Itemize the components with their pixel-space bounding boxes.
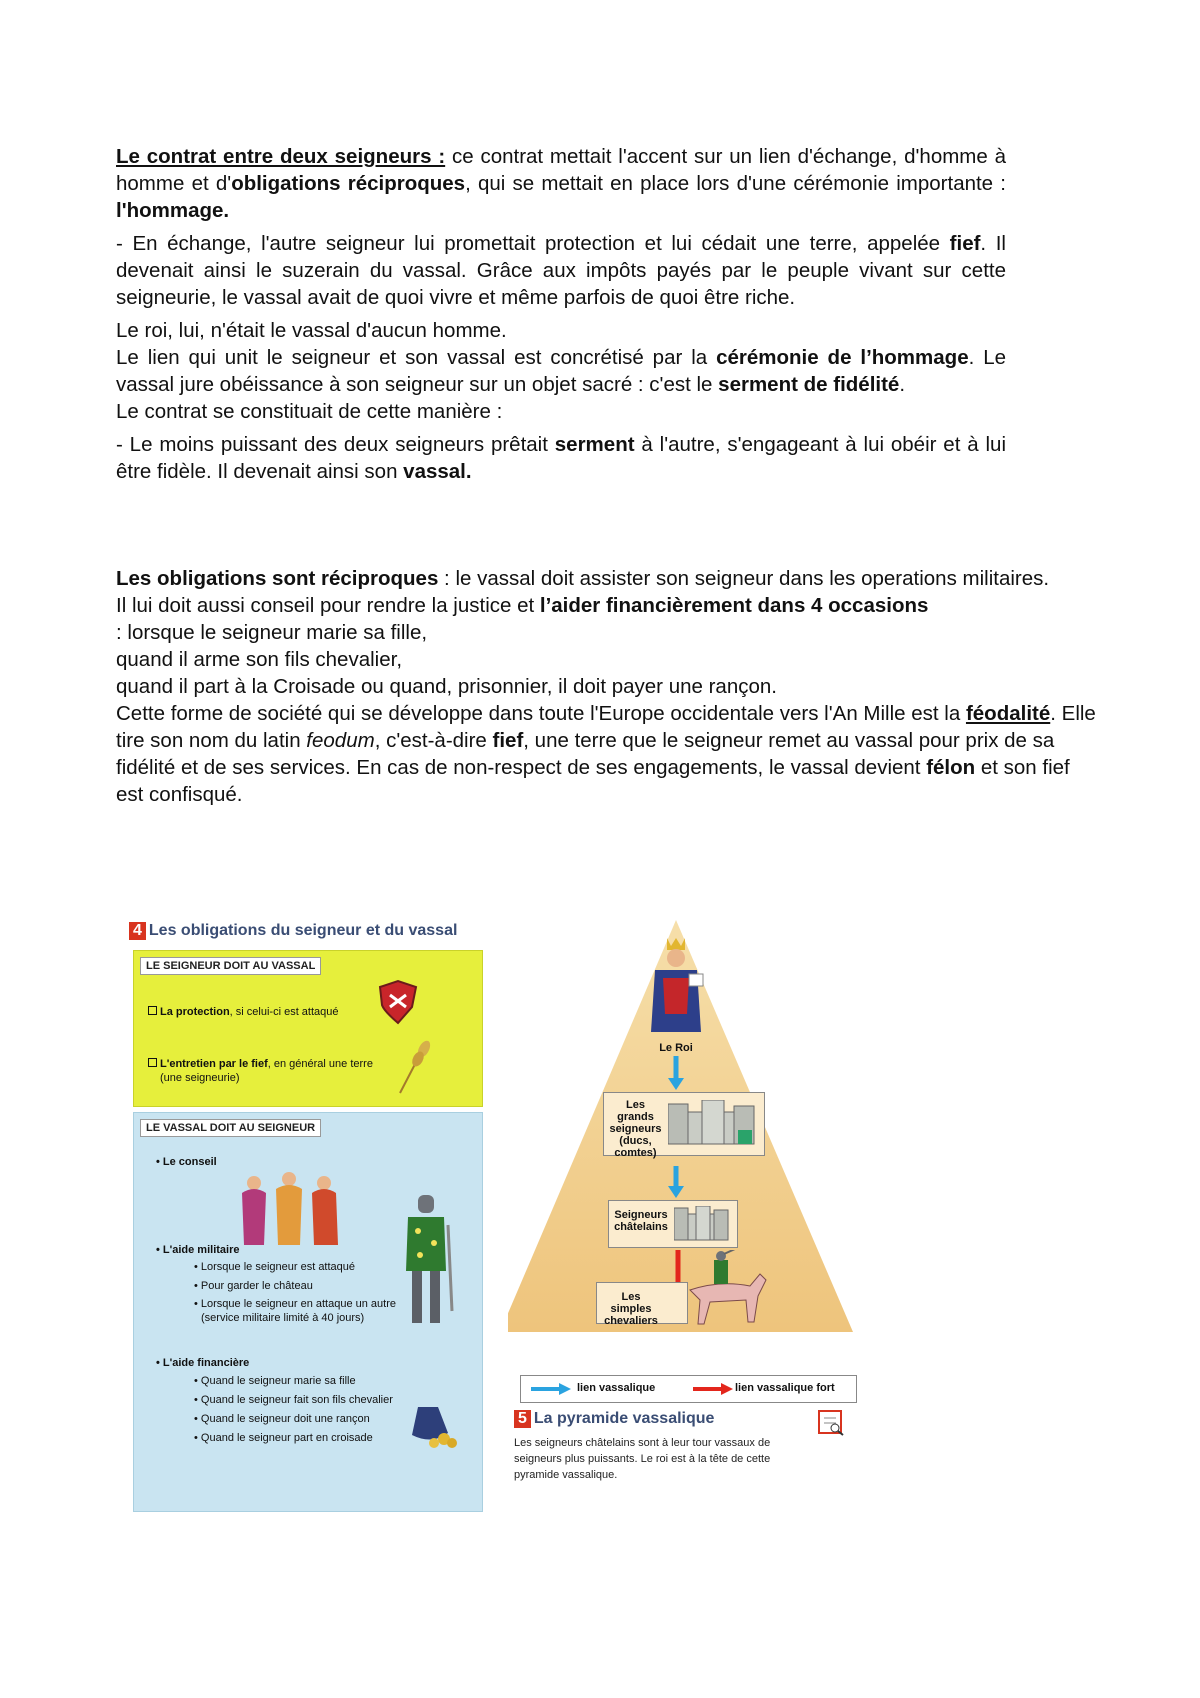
king-icon: [643, 934, 709, 1038]
figure-vassalite: [126, 920, 881, 1513]
paragraph-roi: Le roi, lui, n'était le vassal d'aucun homme.: [116, 319, 507, 342]
chatelains-box: Seigneurs châtelains: [608, 1200, 738, 1248]
paragraph-conseil: Il lui doit aussi conseil pour rendre la justice et l’aider financièrement dans 4 occasions: [116, 594, 929, 617]
small-castle-icon: [674, 1206, 730, 1242]
legend-lien: lien vassalique: [577, 1382, 656, 1394]
financiere-point-rancon: • Quand le seigneur doit une rançon: [194, 1413, 370, 1425]
vassal-doit-box: [133, 1112, 483, 1512]
chevaliers-box: Les simples chevaliers: [596, 1282, 688, 1324]
paragraph-marie-fille: : lorsque le seigneur marie sa fille,: [116, 621, 428, 644]
militaire-point-40-jours: (service militaire limité à 40 jours): [201, 1312, 365, 1324]
pyramid-title: 5 La pyramide vassalique: [514, 1410, 714, 1428]
legend-lien-fort: lien vassalique fort: [735, 1382, 835, 1394]
horse-rider-icon: [680, 1250, 770, 1330]
money-bag-icon: [404, 1393, 458, 1449]
paragraph-croisade: quand il part à la Croisade ou quand, prisonnier, il doit payer une rançon.: [116, 675, 777, 698]
militaire-point-attaque: • Lorsque le seigneur est attaqué: [194, 1261, 356, 1273]
wheat-icon: [394, 1037, 434, 1095]
document-icon: [818, 1410, 844, 1436]
paragraph-obligations: Les obligations sont réciproques : le vassal doit assister son seigneur dans les operations militaires.: [116, 567, 1050, 590]
obligations-title: 4 Les obligations du seigneur et du vassal: [129, 922, 457, 940]
pyramid-legend: [520, 1375, 857, 1403]
grands-seigneurs-box: Les grands seigneurs (ducs, comtes): [603, 1092, 765, 1156]
section-title-contract: Le contrat entre deux seigneurs :: [116, 145, 446, 168]
paragraph-contract: Le contrat entre deux seigneurs : ce contrat mettait l'accent sur un lien d'échange, d'homme à homme et d'obligations réciproques, qui se mettait en place lors d'une cérémonie importante : l'hommage.: [116, 145, 1006, 222]
red-arrow-icon: [693, 1383, 733, 1395]
paragraph-contrat-maniere: Le contrat se constituait de cette manière :: [116, 400, 503, 423]
financiere-point-fille: • Quand le seigneur marie sa fille: [194, 1375, 356, 1387]
shield-icon: [376, 977, 420, 1025]
militaire-point-chateau: • Pour garder le château: [194, 1280, 313, 1292]
checkbox-square-icon: [148, 1058, 157, 1067]
fief-item: L'entretien par le fief, en général une terre (une seigneurie): [148, 1057, 373, 1085]
castle-icon: [668, 1100, 756, 1146]
militaire-point-attaque-autre: • Lorsque le seigneur en attaque un autre: [194, 1298, 396, 1310]
seigneur-doit-tag: LE SEIGNEUR DOIT AU VASSAL: [140, 957, 321, 975]
paragraph-feodalite: Cette forme de société qui se développe dans toute l'Europe occidentale vers l'An Mille est la féodalité. Elle tire son nom du latin feodum, c'est-à-dire fief, une terre que le seigneur remet au vassal pour prix de sa fidélité et de ses services. En cas de non-respect de ses engagements, le vassal devient félon et son fief est confisqué.: [116, 702, 1096, 806]
paragraph-fils-chevalier: quand il arme son fils chevalier,: [116, 648, 403, 671]
obligations-panel: [126, 920, 486, 1513]
roi-label: Le Roi: [659, 1042, 693, 1054]
aide-militaire-item: • L'aide militaire: [156, 1244, 240, 1256]
aide-financiere-item: • L'aide financière: [156, 1357, 250, 1369]
financiere-point-croisade: • Quand le seigneur part en croisade: [194, 1432, 373, 1444]
conseil-item: • Le conseil: [156, 1156, 217, 1168]
checkbox-square-icon: [148, 1006, 157, 1015]
protection-item: La protection, si celui-ci est attaqué: [148, 1005, 339, 1019]
knight-icon: [396, 1191, 456, 1331]
financiere-point-fils: • Quand le seigneur fait son fils chevalier: [194, 1394, 393, 1406]
body-text-obligations: [116, 565, 1101, 808]
paragraph-echange: - En échange, l'autre seigneur lui promettait protection et lui cédait une terre, appelée fief. Il devenait ainsi le suzerain du vassal. Grâce aux impôts payés par le peuple vivant sur cette seigneurie, le vassal avait de quoi vivre et même parfois de quoi être riche.: [116, 232, 1006, 309]
pyramid-panel: [508, 920, 881, 1513]
paragraph-serment: - Le moins puissant des deux seigneurs prêtait serment à l'autre, s'engageant à lui obéir et à lui être fidèle. Il devenait ainsi son vassal.: [116, 433, 1006, 483]
seigneur-doit-box: [133, 950, 483, 1107]
pyramid-caption: Les seigneurs châtelains sont à leur tour vassaux de seigneurs plus puissants. Le roi est à la tête de cette pyramide vassalique.: [514, 1437, 771, 1481]
counsel-figures-icon: [234, 1165, 354, 1251]
vassal-doit-tag: LE VASSAL DOIT AU SEIGNEUR: [140, 1119, 321, 1137]
blue-arrow-icon: [531, 1383, 571, 1395]
body-text: [116, 143, 1006, 485]
paragraph-hommage: Le lien qui unit le seigneur et son vassal est concrétisé par la cérémonie de l’hommage. Le vassal jure obéissance à son seigneur sur un objet sacré : c'est le serment de fidélité.: [116, 346, 1006, 396]
